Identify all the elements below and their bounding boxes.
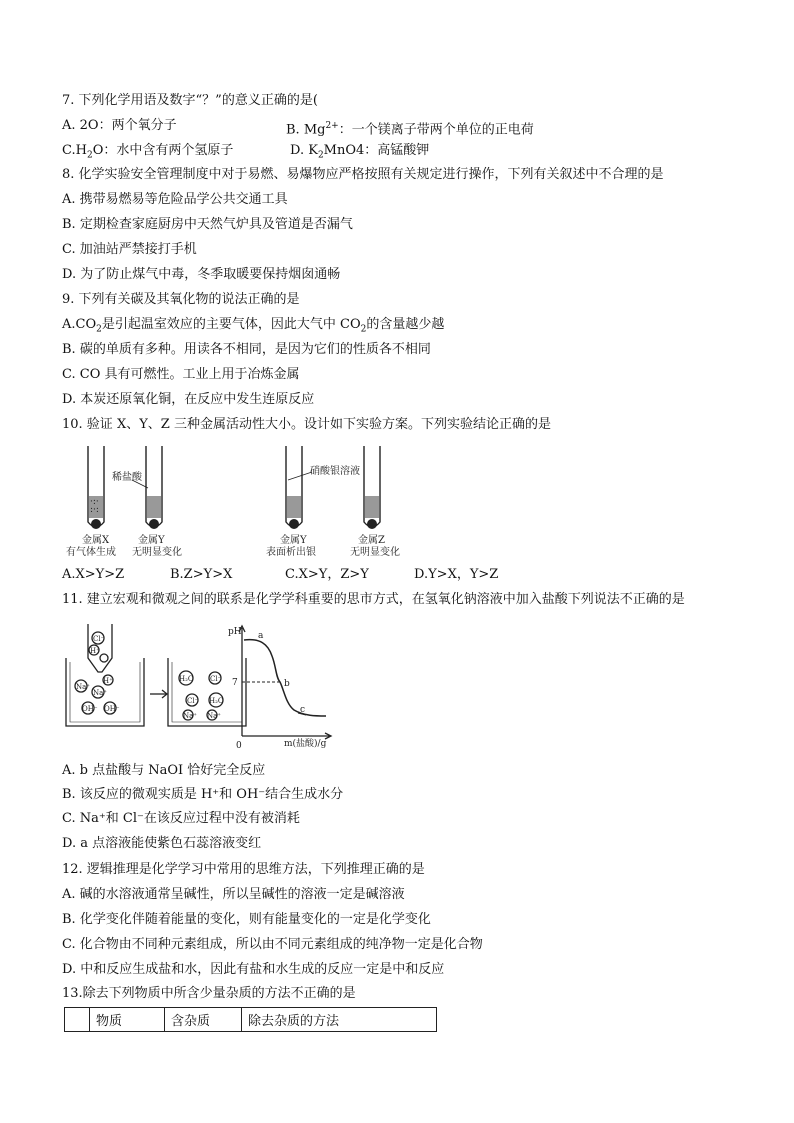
svg-text:H⁺: H⁺	[90, 647, 100, 655]
table-header-blank	[65, 1008, 90, 1032]
result-metal-y2: 表面析出银	[266, 547, 316, 558]
q11-option-d: D. a 点溶液能使紫色石蕊溶液变红	[62, 836, 262, 851]
reagent-label-1: 稀盐酸	[112, 472, 142, 483]
origin-label: 0	[236, 741, 242, 748]
q7-option-c: $C.H_2O$：水中含有两个氢原子	[62, 143, 234, 161]
q10-option-d: D.Y>X，Y>Z	[414, 567, 499, 582]
result-metal-x: 有气体生成	[66, 547, 116, 558]
q11-option-b: B. 该反应的微观实质是 H⁺和 OH⁻结合生成水分	[62, 787, 344, 802]
q11-option-c: C. Na⁺和 Cl⁻在该反应过程中没有被消耗	[62, 811, 300, 826]
table-header-impurity: 含杂质	[165, 1008, 242, 1032]
q9-option-c: C. CO 具有可燃性。工业上用于冶炼金属	[62, 367, 300, 382]
svg-text:H₂O: H₂O	[209, 697, 224, 705]
q9-option-b: B. 碳的单质有多种。用读各不相同，是因为它们的性质各不相同	[62, 342, 431, 357]
point-a-label: a	[258, 631, 264, 641]
q11-option-a: A. b 点盐酸与 NaOI 恰好完全反应	[62, 763, 266, 778]
svg-text:OH⁻: OH⁻	[104, 705, 120, 713]
q13-table	[64, 1007, 437, 1032]
svg-text:Na⁺: Na⁺	[207, 712, 221, 720]
q12-option-d: D. 中和反应生成盐和水，因此有盐和水生成的反应一定是中和反应	[62, 962, 445, 977]
label-metal-x: 金属X	[82, 535, 110, 546]
q9-stem: 9. 下列有关碳及其氧化物的说法正确的是	[62, 292, 300, 307]
metal-x-sample	[91, 519, 101, 529]
point-b-label: b	[284, 679, 290, 689]
q10-stem: 10. 验证 X、Y、Z 三种金属活动性大小。设计如下实验方案。下列实验结论正确的是	[62, 417, 551, 432]
q12-stem: 12. 逻辑推理是化学学习中常用的思维方法，下列推理正确的是	[62, 862, 425, 877]
q8-option-a: A. 携带易燃易等危险品学公共交通工具	[62, 192, 288, 207]
svg-text::·:: :·:	[90, 505, 99, 515]
q7-option-a: A. 2O：两个氧分子	[62, 118, 177, 133]
reagent-label-2: 硝酸银溶液	[310, 466, 360, 477]
metal-y2-sample	[289, 519, 299, 529]
point-c-label: c	[300, 705, 306, 715]
table-header-substance: 物质	[90, 1008, 165, 1032]
svg-text:Na⁺: Na⁺	[76, 683, 90, 691]
q7-option-d: D. $K_2MnO4$：高锰酸钾	[290, 143, 430, 161]
metal-z-sample	[367, 519, 377, 529]
table-header-row	[65, 1008, 437, 1032]
q12-option-c: C. 化合物由不同种元素组成，所以由不同元素组成的纯净物一定是化合物	[62, 937, 483, 952]
q10-test-tube-figure	[60, 440, 420, 558]
q8-option-c: C. 加油站严禁接打手机	[62, 242, 197, 257]
q8-option-b: B. 定期检查家庭厨房中天然气炉具及管道是否漏气	[62, 217, 353, 232]
svg-text:Cl⁻: Cl⁻	[210, 675, 222, 683]
result-metal-z: 无明显变化	[350, 547, 400, 558]
q10-option-c: C.X>Y，Z>Y	[285, 567, 369, 582]
ph-curve	[244, 640, 326, 716]
table-header-method: 除去杂质的方法	[242, 1008, 437, 1032]
ph-axis-label: pH	[228, 627, 242, 637]
q11-stem: 11. 建立宏观和微观之间的联系是化学学科重要的思市方式，在氢氧化钠溶液中加入盐酸下列说法不正确的是	[62, 592, 685, 607]
q7-stem: 7. 下列化学用语及数字“？”的意义正确的是(	[62, 93, 318, 108]
svg-text:Na⁺: Na⁺	[183, 712, 197, 720]
svg-text:Cl⁻: Cl⁻	[93, 635, 105, 643]
svg-text:Na⁺: Na⁺	[93, 689, 107, 697]
svg-text:·:·: ·:·	[90, 497, 99, 507]
q12-option-a: A. 碱的水溶液通常呈碱性，所以呈碱性的溶液一定是碱溶液	[62, 887, 405, 902]
q12-option-b: B. 化学变化伴随着能量的变化，则有能量变化的一定是化学变化	[62, 912, 431, 927]
metal-y-sample	[149, 519, 159, 529]
q10-option-b: B.Z>Y>X	[170, 567, 233, 582]
svg-text:OH⁻: OH⁻	[82, 705, 98, 713]
q11-figure	[60, 620, 340, 748]
label-metal-z: 金属Z	[358, 535, 385, 546]
label-metal-y: 金属Y	[138, 535, 165, 546]
q7-option-b: B. $Mg^{2+}$：一个镁离子带两个单位的正电荷	[286, 121, 534, 138]
mass-axis-label: m(盐酸)/g	[284, 739, 327, 748]
svg-text:H₂O: H₂O	[179, 675, 194, 683]
svg-text:H⁺: H⁺	[103, 677, 113, 685]
svg-text:Cl⁻: Cl⁻	[187, 697, 199, 705]
q9-option-d: D. 本炭还原氧化铜，在反应中发生连原反应	[62, 392, 315, 407]
result-metal-y: 无明显变化	[132, 547, 182, 558]
q8-option-d: D. 为了防止煤气中毒，冬季取暖要保持烟囱通畅	[62, 267, 341, 282]
q9-option-a: $A.CO_2$是引起温室效应的主要气体，因此大气中 $CO_2$的含量越少越	[62, 317, 445, 335]
ph-tick-7: 7	[232, 678, 238, 688]
q8-stem: 8. 化学实验安全管理制度中对于易燃、易爆物应严格按照有关规定进行操作，下列有关叙述中不合理的是	[62, 167, 664, 182]
q13-stem: 13.除去下列物质中所含少量杂质的方法不正确的是	[62, 986, 356, 1001]
label-metal-y2: 金属Y	[280, 535, 307, 546]
q10-option-a: A.X>Y>Z	[62, 567, 125, 582]
